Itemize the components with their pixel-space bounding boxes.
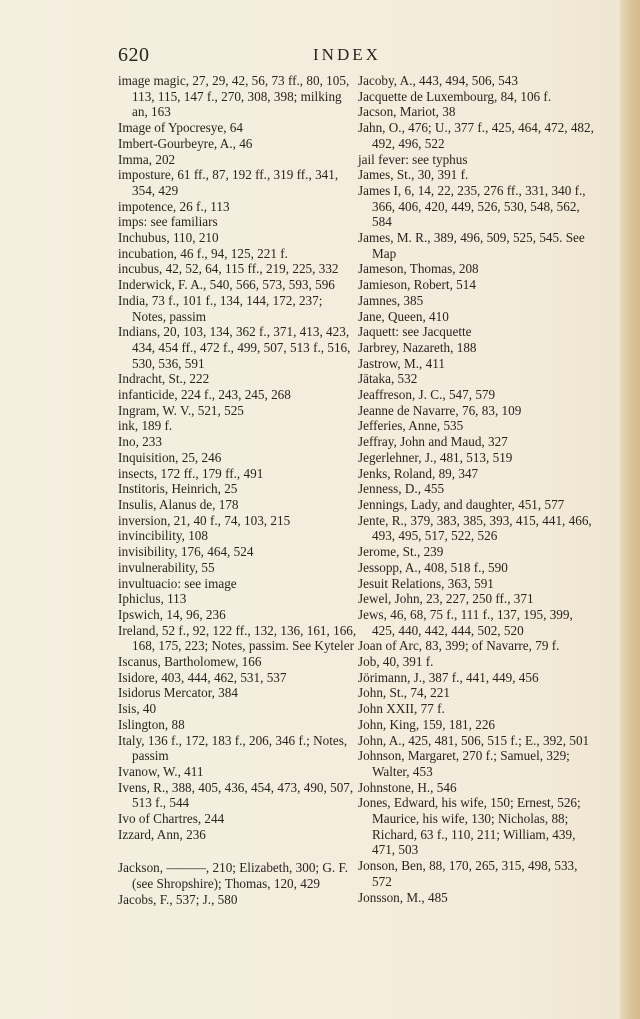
index-entry: Islington, 88	[118, 716, 185, 732]
index-entry: James, St., 30, 391 f.	[358, 167, 469, 183]
index-entry: Iscanus, Bartholomew, 166	[118, 654, 262, 670]
index-entry: Jenness, D., 455	[358, 481, 445, 497]
index-entry: Job, 40, 391 f.	[358, 654, 434, 670]
index-entry: imposture, 61 ff., 87, 192 ff., 319 ff., 341, 354, 429	[118, 167, 339, 198]
index-entry: Ingram, W. V., 521, 525	[118, 402, 244, 418]
index-entry: Johnson, Margaret, 270 f.; Samuel, 329; Walter, 453	[358, 748, 570, 779]
running-head-title: INDEX	[313, 45, 381, 64]
index-entry: Jonsson, M., 485	[358, 889, 448, 905]
index-entry: jail fever: see typhus	[358, 151, 468, 167]
index-entry: image magic, 27, 29, 42, 56, 73 ff., 80, 105, 113, 115, 147 f., 270, 308, 398; milking an, 163	[118, 73, 350, 120]
index-entry: Jameson, Thomas, 208	[358, 261, 479, 277]
index-entry: Jamieson, Robert, 514	[358, 277, 476, 293]
index-entry: Jessopp, A., 408, 518 f., 590	[358, 559, 508, 575]
index-entry: incubation, 46 f., 94, 125, 221 f.	[118, 245, 288, 261]
index-entry: Jahn, O., 476; U., 377 f., 425, 464, 472, 482, 492, 496, 522	[358, 120, 594, 151]
index-entry: Ivens, R., 388, 405, 436, 454, 473, 490, 507, 513 f., 544	[118, 779, 354, 811]
page-edge-shadow	[620, 0, 640, 1019]
index-entry: imps: see familiars	[118, 214, 218, 230]
index-entry: India, 73 f., 101 f., 134, 144, 172, 237; Notes, passim	[118, 292, 323, 324]
index-entry: James, M. R., 389, 496, 509, 525, 545. See Map	[358, 230, 585, 261]
index-entry: John XXII, 77 f.	[358, 701, 445, 717]
index-entry: Ipswich, 14, 96, 236	[118, 606, 226, 622]
index-entry: Johnstone, H., 546	[358, 779, 457, 795]
index-entry: Jewel, John, 23, 227, 250 ff., 371	[358, 591, 534, 607]
index-entry: incubus, 42, 52, 64, 115 ff., 219, 225, 332	[118, 261, 339, 277]
index-entry: Indians, 20, 103, 134, 362 f., 371, 413, 423, 434, 454 ff., 472 f., 499, 507, 513 f., 516, 530, 536, 591	[118, 324, 351, 371]
index-entry: Isis, 40	[118, 701, 157, 717]
index-entry: Jennings, Lady, and daughter, 451, 577	[358, 496, 565, 512]
index-entry: Ireland, 52 f., 92, 122 ff., 132, 136, 161, 166, 168, 175, 223; Notes, passim. See Kyteler	[118, 622, 357, 654]
index-entry: John, A., 425, 481, 506, 515 f.; E., 392, 501	[358, 732, 590, 748]
index-entry: Jeffray, John and Maud, 327	[358, 434, 508, 450]
index-entry: Jerome, St., 239	[358, 544, 444, 560]
index-entry: invultuacio: see image	[118, 575, 237, 591]
index-entry: Image of Ypocresye, 64	[118, 120, 243, 136]
index-entry: Isidore, 403, 444, 462, 531, 537	[118, 669, 287, 685]
index-entry: Jane, Queen, 410	[358, 308, 449, 324]
index-entry: Jesuit Relations, 363, 591	[358, 575, 494, 591]
index-entry: inversion, 21, 40 f., 74, 103, 215	[118, 512, 291, 528]
index-entry: Izzard, Ann, 236	[118, 826, 206, 842]
index-entry: Insulis, Alanus de, 178	[118, 496, 239, 512]
index-entry: infanticide, 224 f., 243, 245, 268	[118, 387, 291, 403]
index-entry: Jente, R., 379, 383, 385, 393, 415, 441, 466, 493, 495, 517, 522, 526	[358, 512, 592, 544]
section-gap	[118, 842, 358, 860]
index-entry: invulnerability, 55	[118, 559, 215, 575]
index-entry: Imma, 202	[118, 151, 176, 167]
index-entry: Inchubus, 110, 210	[118, 230, 219, 246]
index-entry: Inderwick, F. A., 540, 566, 573, 593, 596	[118, 277, 335, 293]
index-entry: Jegerlehner, J., 481, 513, 519	[358, 449, 513, 465]
index-entry: Jenks, Roland, 89, 347	[358, 465, 479, 481]
index-entry: impotence, 26 f., 113	[118, 198, 230, 214]
index-entry: Ino, 233	[118, 434, 162, 450]
index-entry: James I, 6, 14, 22, 235, 276 ff., 331, 340 f., 366, 406, 420, 449, 526, 530, 548, 562, 584	[358, 182, 586, 230]
index-entry: Joan of Arc, 83, 399; of Navarre, 79 f.	[358, 638, 560, 654]
index-entry: John, St., 74, 221	[358, 685, 450, 701]
index-entry: Jeanne de Navarre, 76, 83, 109	[358, 402, 522, 418]
index-entry: Jamnes, 385	[358, 292, 424, 308]
index-entry: insects, 172 ff., 179 ff., 491	[118, 465, 264, 481]
index-entry: Jastrow, M., 411	[358, 355, 445, 371]
index-entry: invisibility, 176, 464, 524	[118, 544, 254, 560]
index-entry: Jātaka, 532	[358, 371, 418, 387]
index-entry: Ivo of Chartres, 244	[118, 811, 225, 827]
index-entry: Ivanow, W., 411	[118, 763, 204, 779]
running-header	[118, 44, 578, 70]
index-entry: Jarbrey, Nazareth, 188	[358, 339, 477, 355]
index-entry: Indracht, St., 222	[118, 371, 210, 387]
index-entry: Jackson, ———, 210; Elizabeth, 300; G. F. (see Shropshire); Thomas, 120, 429	[118, 860, 349, 892]
index-entry: Jörimann, J., 387 f., 441, 449, 456	[358, 669, 539, 685]
page-number: 620	[118, 44, 150, 66]
index-entry: Institoris, Heinrich, 25	[118, 481, 238, 497]
index-entry: invincibility, 108	[118, 528, 208, 544]
index-entry: Jacobs, F., 537; J., 580	[118, 891, 238, 907]
index-entry: Jeaffreson, J. C., 547, 579	[358, 387, 496, 403]
index-entry: Jefferies, Anne, 535	[358, 418, 464, 434]
index-entry: Inquisition, 25, 246	[118, 449, 222, 465]
index-entry: Jacoby, A., 443, 494, 506, 543	[358, 73, 518, 88]
index-entry: Jaquett: see Jacquette	[358, 324, 472, 340]
index-entry: Jacson, Mariot, 38	[358, 104, 456, 120]
index-entry: Jacquette de Luxembourg, 84, 106 f.	[358, 88, 552, 104]
index-entry: Iphiclus, 113	[118, 591, 187, 607]
index-entry: Jonson, Ben, 88, 170, 265, 315, 498, 533, 572	[358, 858, 578, 889]
index-entry: John, King, 159, 181, 226	[358, 716, 496, 732]
index-entry: Jews, 46, 68, 75 f., 111 f., 137, 195, 399, 425, 440, 442, 444, 502, 520	[358, 606, 573, 638]
index-entry: Italy, 136 f., 172, 183 f., 206, 346 f.; Notes, passim	[118, 732, 348, 764]
index-column-left	[118, 73, 358, 908]
index-entry: Imbert-Gourbeyre, A., 46	[118, 135, 253, 151]
index-entry: Jones, Edward, his wife, 150; Ernest, 526; Maurice, his wife, 130; Nicholas, 88; Richard, 63 f., 110, 211; William, 439, 471, 503	[358, 795, 581, 858]
index-entry: ink, 189 f.	[118, 418, 173, 434]
index-column-right	[358, 73, 598, 905]
index-entry: Isidorus Mercator, 384	[118, 685, 238, 701]
